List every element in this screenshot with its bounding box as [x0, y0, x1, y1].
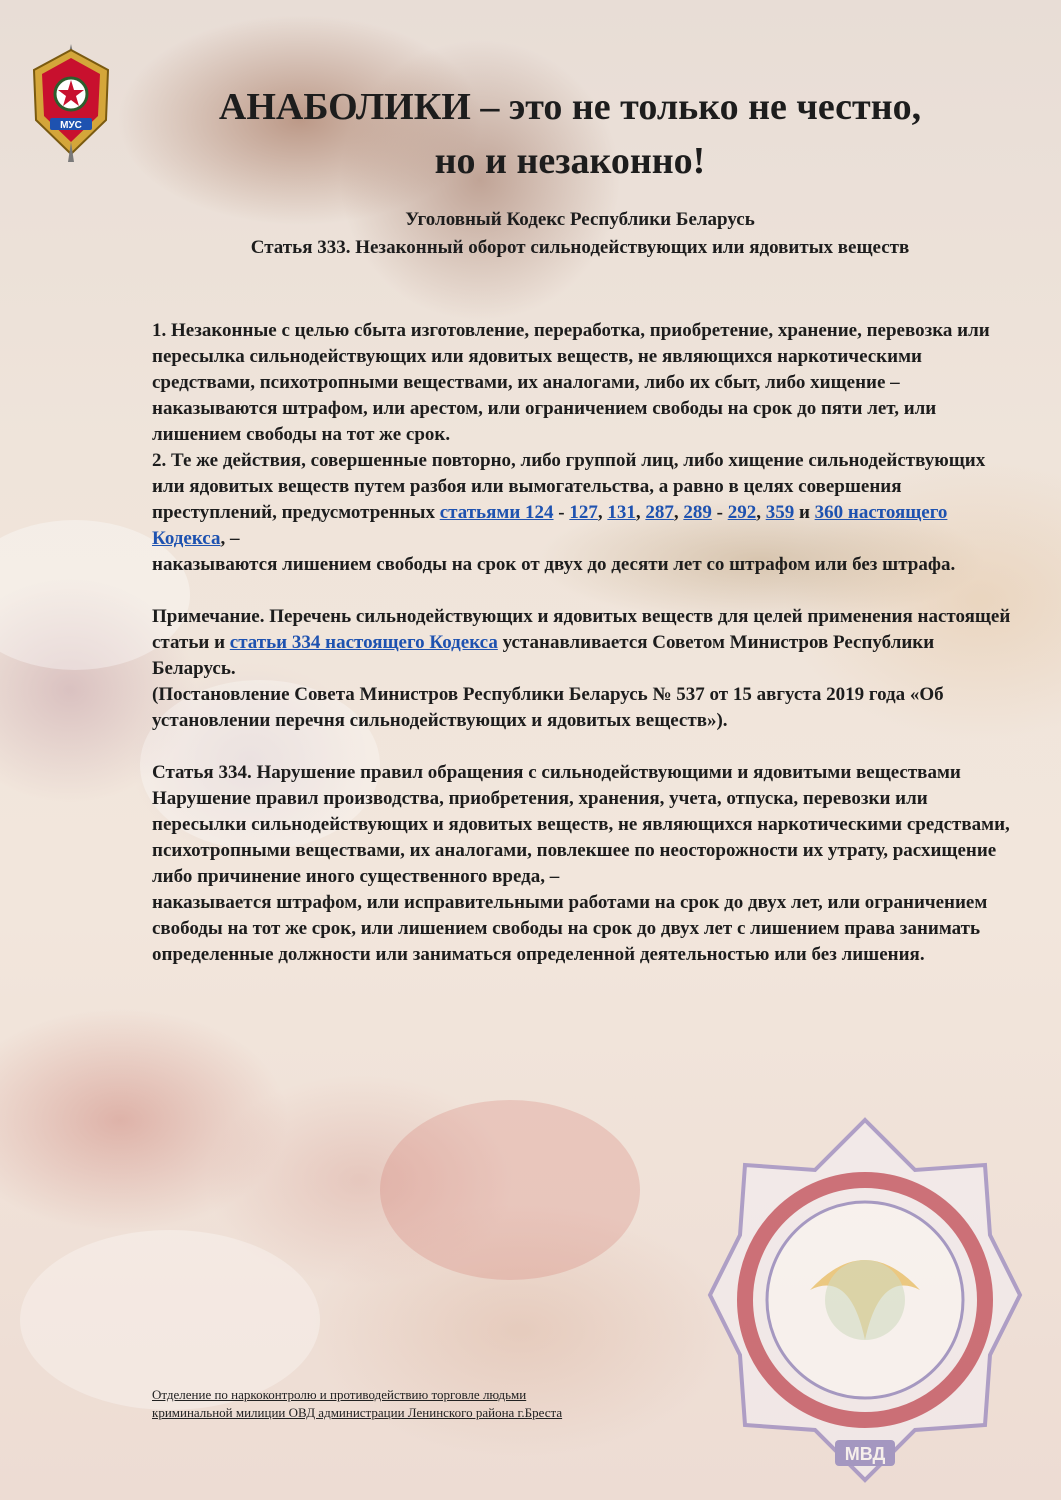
footer-credit [152, 1386, 712, 1422]
article-334-text: Нарушение правил производства, приобретения, хранения, учета, отпуска, перевозки или пересылки сильнодействующих и ядовитых веществ, не являющихся наркотическими средствами, психотропными веществами, их аналогами, повлекшее по неосторожности их утрату, расхищение либо причинение иного существенного вреда, – [152, 788, 1010, 887]
separator: - [711, 502, 728, 523]
link-article-359[interactable]: 359 [765, 502, 795, 523]
link-article-360[interactable]: 360 настоящего Кодекса [152, 502, 948, 549]
note-paragraph [152, 604, 1022, 682]
drug-control-emblem-icon [700, 1110, 1030, 1490]
link-article-334[interactable]: статьи 334 настоящего Кодекса [229, 632, 498, 653]
page-title: АНАБОЛИКИ – это не только не честно, но и незаконно! [218, 86, 922, 182]
link-article-127[interactable]: 127 [569, 502, 598, 523]
note-text: Примечание. Перечень сильнодействующих и ядовитых веществ для целей применения настоящей статьи и [152, 606, 1011, 653]
article-333-part-2-penalty: наказываются лишением свободы на срок от двух до десяти лет со штрафом или без штрафа. [152, 554, 956, 575]
footer-line-1: Отделение по наркоконтролю и противодействию торговле людьми [152, 1387, 527, 1402]
emblem-bottom-label: МВД [844, 1444, 886, 1464]
link-article-131[interactable]: 131 [607, 502, 636, 523]
code-name: Уголовный Кодекс Республики Беларусь [405, 209, 755, 230]
footer-line-2: криминальной милиции ОВД администрации Ленинского района г.Бреста [152, 1405, 563, 1420]
part-2-text: 2. Те же действия, совершенные повторно, либо группой лиц, либо хищение сильнодействующих или ядовитых веществ путем разбоя или вымогательства, а равно в целях совершения преступлений, предусмотренных [152, 450, 986, 523]
separator: , [756, 502, 766, 523]
separator: , [673, 502, 684, 523]
separator: и [794, 502, 815, 523]
note-decree: (Постановление Совета Министров Республики Беларусь № 537 от 15 августа 2019 года «Об установлении перечня сильнодействующих и ядовитых веществ»). [152, 684, 944, 731]
emblem-label: МУС [60, 120, 82, 131]
link-article-287[interactable]: 287 [645, 502, 674, 523]
article-333-part-2 [152, 448, 1022, 552]
article-333-part-1-penalty: наказываются штрафом, или арестом, или ограничением свободы на срок до пяти лет, или лишением свободы на тот же срок. [152, 398, 937, 445]
separator: , – [220, 528, 240, 549]
link-article-292[interactable]: 292 [727, 502, 757, 523]
separator: , [597, 502, 608, 523]
article-334-penalty: наказывается штрафом, или исправительными работами на срок до двух лет, или ограничением свободы на тот же срок, или лишением свободы на срок до двух лет с лишением права занимать определенные должности или заниматься определенной деятельностью или без лишения. [152, 892, 988, 965]
separator: , [635, 502, 646, 523]
article-334-heading: Статья 334. Нарушение правил обращения с сильнодействующими и ядовитыми веществами [152, 762, 961, 783]
note-suffix: устанавливается Советом Министров Республики Беларусь. [152, 632, 935, 679]
background-decoration [380, 1100, 640, 1280]
document-body [152, 318, 1022, 968]
link-article-289[interactable]: 289 [683, 502, 712, 523]
article-333-part-1: 1. Незаконные с целью сбыта изготовление, переработка, приобретение, хранение, перевозка или пересылка сильнодействующих или ядовитых веществ, не являющихся наркотическими средствами, психотропными веществами, их аналогами, либо их сбыт, либо хищение – [152, 320, 990, 393]
background-decoration [20, 1230, 320, 1410]
police-emblem-icon [28, 42, 114, 164]
article-333-heading: Статья 333. Незаконный оборот сильнодействующих или ядовитых веществ [250, 237, 910, 258]
subtitle [160, 206, 1000, 262]
link-article-124[interactable]: статьями 124 [439, 502, 554, 523]
separator: - [553, 502, 570, 523]
